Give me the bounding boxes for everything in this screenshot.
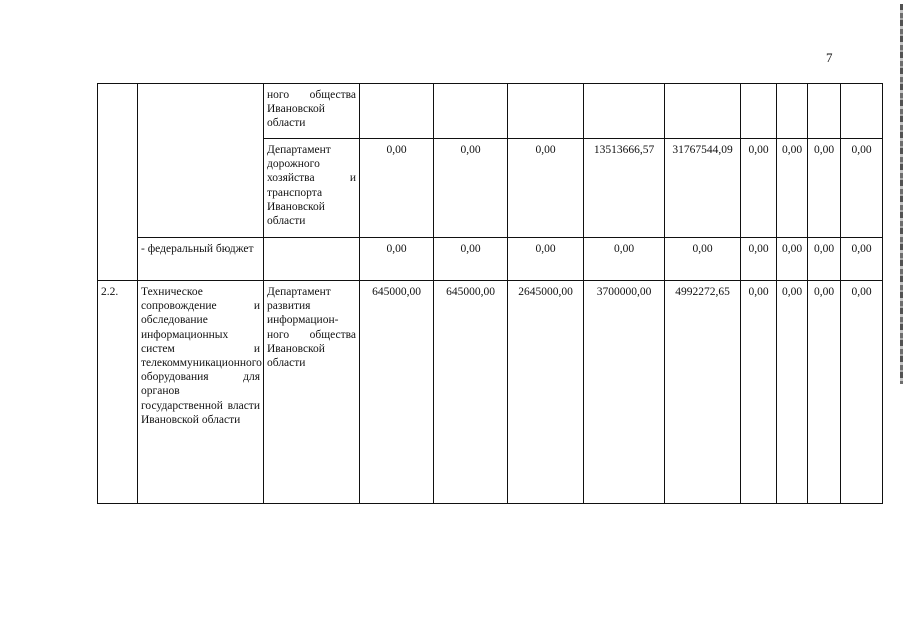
value-cell: 0,00: [808, 238, 841, 281]
table-row: [98, 84, 883, 139]
value-cell: [808, 84, 841, 139]
table-row: [98, 281, 883, 504]
value-cell: 0,00: [777, 238, 808, 281]
executor-cell: [264, 238, 360, 281]
value-cell: 0,00: [508, 238, 584, 281]
value-cell: [665, 84, 741, 139]
value-cell: 2645000,00: [508, 281, 584, 504]
page-number: 7: [826, 50, 833, 65]
executor-cell: Департамент дорожного хозяйства и транспорта Ивановской области: [264, 139, 360, 238]
value-cell: [360, 84, 434, 139]
value-cell: 0,00: [841, 238, 883, 281]
row-number-cell: 2.2.: [98, 281, 138, 504]
executor-cell: ного общества Ивановской области: [264, 84, 360, 139]
executor-cell: Департамент развития информацион-ного общества Ивановской области: [264, 281, 360, 504]
value-cell: 0,00: [808, 281, 841, 504]
value-cell: 0,00: [360, 139, 434, 238]
value-cell: [508, 84, 584, 139]
value-cell: 0,00: [777, 281, 808, 504]
row-name-cell: [138, 84, 264, 238]
value-cell: 0,00: [777, 139, 808, 238]
row-name-cell: Техническое сопровождение и обследование информационных систем и телекоммуникационного оборудования для органов государственной власти Ивановской области: [138, 281, 264, 504]
value-cell: 0,00: [584, 238, 665, 281]
value-cell: 645000,00: [434, 281, 508, 504]
value-cell: [777, 84, 808, 139]
budget-table: [97, 83, 883, 504]
value-cell: 0,00: [741, 281, 777, 504]
value-cell: 0,00: [841, 281, 883, 504]
value-cell: [841, 84, 883, 139]
value-cell: 0,00: [360, 238, 434, 281]
value-cell: 4992272,65: [665, 281, 741, 504]
value-cell: 3700000,00: [584, 281, 665, 504]
row-number-cell: [98, 84, 138, 281]
value-cell: [741, 84, 777, 139]
value-cell: 0,00: [508, 139, 584, 238]
value-cell: 0,00: [841, 139, 883, 238]
value-cell: 31767544,09: [665, 139, 741, 238]
value-cell: 0,00: [434, 238, 508, 281]
value-cell: [434, 84, 508, 139]
value-cell: 0,00: [665, 238, 741, 281]
value-cell: 645000,00: [360, 281, 434, 504]
value-cell: [584, 84, 665, 139]
value-cell: 0,00: [808, 139, 841, 238]
scan-edge-mark: [900, 4, 903, 384]
value-cell: 0,00: [741, 139, 777, 238]
value-cell: 13513666,57: [584, 139, 665, 238]
row-name-cell: - федеральный бюджет: [138, 238, 264, 281]
value-cell: 0,00: [741, 238, 777, 281]
value-cell: 0,00: [434, 139, 508, 238]
table-row: [98, 238, 883, 281]
